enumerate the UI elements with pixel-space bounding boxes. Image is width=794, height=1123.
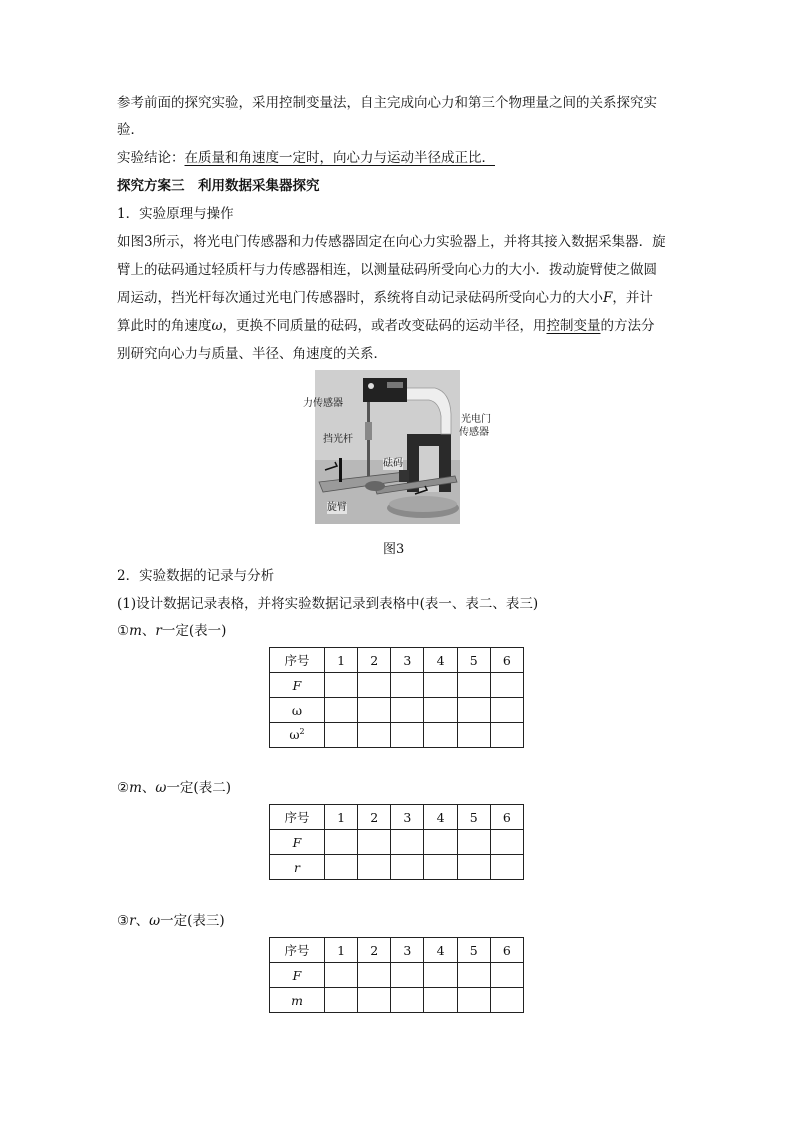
empty-cell [457,855,490,880]
empty-cell [325,673,358,698]
empty-cell [358,723,391,748]
title-suffix: 一定(表一) [161,623,227,639]
conclusion-prefix: 实验结论： [117,150,185,166]
header-cell: 6 [490,938,523,963]
row-label: ω [270,698,325,723]
paragraph-line [117,288,653,308]
empty-cell [457,673,490,698]
figure-caption: 图3 [383,542,405,557]
var-r: r [129,913,136,929]
empty-cell [424,830,457,855]
header-cell: 2 [358,938,391,963]
conclusion-line [117,148,495,168]
header-cell: 5 [457,805,490,830]
empty-cell [325,855,358,880]
header-cell: 1 [325,648,358,673]
header-cell: 2 [358,805,391,830]
empty-cell [391,673,424,698]
header-cell: 1 [325,938,358,963]
row-label: m [270,988,325,1013]
empty-cell [325,963,358,988]
paragraph-line [117,316,655,336]
paragraph-line: 臂上的砝码通过轻质杆与力传感器相连，以测量砝码所受向心力的大小．拨动旋臂使之做圆 [117,262,657,278]
data-table-3 [269,937,524,1013]
empty-cell [457,723,490,748]
label-arm: 旋臂 [327,502,347,513]
table3-title [117,911,225,931]
empty-cell [490,830,523,855]
var-r: r [155,623,162,639]
header-cell: 4 [424,805,457,830]
text-span: ，更换不同质量的砝码，或者改变砝码的运动半径，用 [222,318,547,334]
empty-cell [490,673,523,698]
paragraph-line: 验． [117,122,144,138]
empty-cell [424,855,457,880]
var-omega: ω [155,780,167,796]
figure-apparatus [297,368,491,526]
header-cell: 序号 [270,938,325,963]
var-m: m [129,623,142,639]
var-omega: ω [211,318,223,334]
table2-title [117,778,231,798]
empty-cell [424,723,457,748]
superscript: 2 [299,727,305,737]
table-row [270,963,524,988]
table-row [270,855,524,880]
paragraph-line: 别研究向心力与质量、半径、角速度的关系． [117,346,387,362]
data-table-1 [269,647,524,748]
table-header-row [270,805,524,830]
empty-cell [424,698,457,723]
empty-cell [325,988,358,1013]
empty-cell [358,963,391,988]
empty-cell [325,723,358,748]
conclusion-text: 在质量和角速度一定时，向心力与运动半径成正比． [184,150,495,166]
circled-number: ③ [117,913,130,929]
var-m: m [129,780,142,796]
paragraph-line: 参考前面的探究实验，采用控制变量法，自主完成向心力和第三个物理量之间的关系探究实 [117,95,657,111]
var-omega: ω [149,913,161,929]
text-span: ，并计 [612,290,653,306]
section1-title: 1．实验原理与操作 [117,206,234,222]
empty-cell [457,698,490,723]
header-cell: 3 [391,805,424,830]
table-row [270,830,524,855]
header-cell: 6 [490,805,523,830]
header-cell: 1 [325,805,358,830]
row-label: F [270,963,325,988]
empty-cell [424,963,457,988]
empty-cell [358,855,391,880]
empty-cell [457,830,490,855]
header-cell: 2 [358,648,391,673]
empty-cell [391,698,424,723]
empty-cell [358,673,391,698]
empty-cell [391,963,424,988]
table-row [270,988,524,1013]
circled-number: ① [117,623,130,639]
label-weight: 砝码 [383,458,403,469]
label-photogate-line2: 传感器 [459,427,489,438]
text-span: 的方法分 [600,318,655,334]
label-photogate-line1: 光电门 [461,414,491,425]
header-cell: 6 [490,648,523,673]
table1-title [117,621,226,641]
label-light-bar: 挡光杆 [323,434,353,445]
var-f: F [603,290,613,306]
title-suffix: 一定(表三) [160,913,225,929]
empty-cell [490,723,523,748]
empty-cell [391,723,424,748]
table-row [270,723,524,748]
section2-title: 2．实验数据的记录与分析 [117,568,275,584]
empty-cell [391,830,424,855]
table-row [270,673,524,698]
paragraph-line: 如图3所示，将光电门传感器和力传感器固定在向心力实验器上，并将其接入数据采集器．旋 [117,234,666,250]
text-span: 周运动，挡光杆每次通过光电门传感器时，系统将自动记录砝码所受向心力的大小 [117,290,603,306]
header-cell: 3 [391,648,424,673]
apparatus-photo [315,370,460,524]
row-label: F [270,830,325,855]
text-span: 算此时的角速度 [117,318,212,334]
empty-cell [325,698,358,723]
empty-cell [457,963,490,988]
empty-cell [325,830,358,855]
separator: 、 [141,780,156,796]
row-label: r [270,855,325,880]
table-header-row [270,648,524,673]
header-cell: 5 [457,648,490,673]
empty-cell [490,698,523,723]
empty-cell [391,988,424,1013]
header-cell: 5 [457,938,490,963]
data-table-2 [269,804,524,880]
empty-cell [490,855,523,880]
header-cell: 4 [424,938,457,963]
empty-cell [457,988,490,1013]
empty-cell [358,698,391,723]
title-suffix: 一定(表二) [166,780,231,796]
empty-cell [490,988,523,1013]
header-cell: 序号 [270,648,325,673]
plan3-title: 探究方案三 利用数据采集器探究 [117,178,320,194]
circled-number: ② [117,780,130,796]
header-cell: 序号 [270,805,325,830]
empty-cell [358,830,391,855]
apparatus-illustration [315,370,460,524]
separator: 、 [141,623,156,639]
separator: 、 [135,913,150,929]
underlined-term: 控制变量 [546,318,601,334]
empty-cell [424,988,457,1013]
omega-symbol: ω [289,727,300,743]
table-row [270,698,524,723]
empty-cell [358,988,391,1013]
empty-cell [391,855,424,880]
empty-cell [490,963,523,988]
header-cell: 3 [391,938,424,963]
subsection-1: (1)设计数据记录表格，并将实验数据记录到表格中(表一、表二、表三) [117,596,539,612]
row-label [270,723,325,748]
label-force-sensor: 力传感器 [303,398,343,409]
table-header-row [270,938,524,963]
row-label: F [270,673,325,698]
empty-cell [424,673,457,698]
header-cell: 4 [424,648,457,673]
